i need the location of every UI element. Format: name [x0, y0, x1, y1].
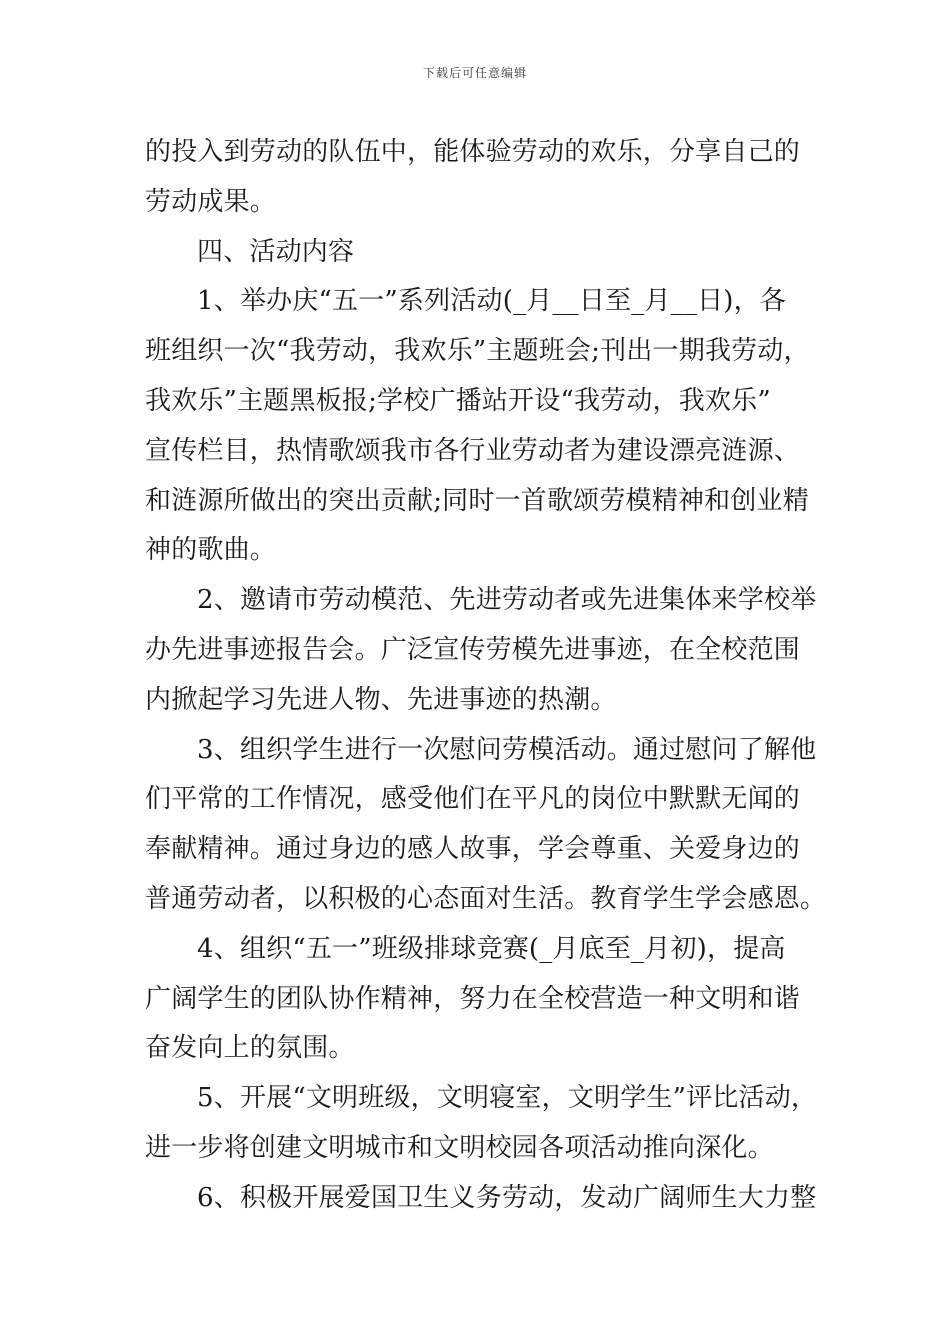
page-header: 下载后可任意编辑 — [422, 66, 527, 80]
text-line: 4、组织“五一”班级排球竞赛(_月底至_月初)，提高 — [197, 933, 786, 964]
text-line: 内掀起学习先进人物、先进事迹的热潮。 — [145, 684, 617, 715]
text-line: 的投入到劳动的队伍中，能体验劳动的欢乐，分享自己的 — [145, 137, 801, 167]
text-line: 宣传栏目，热情歌颂我市各行业劳动者为建设漂亮涟源、 — [145, 435, 801, 466]
text-line: 奋发向上的氛围。 — [145, 1033, 355, 1064]
text-line: 办先进事迹报告会。广泛宣传劳模先进事迹，在全校范围 — [145, 634, 801, 665]
text-line: 和涟源所做出的突出贡献;同时一首歌颂劳模精神和创业精 — [145, 485, 809, 516]
text-line: 普通劳动者，以积极的心态面对生活。教育学生学会感恩。 — [145, 883, 827, 914]
text-line: 我欢乐”主题黑板报;学校广播站开设“我劳动，我欢乐” — [145, 385, 771, 416]
text-line: 2、邀请市劳动模范、先进劳动者或先进集体来学校举 — [197, 585, 817, 616]
text-line: 劳动成果。 — [145, 186, 277, 217]
text-line: 1、举办庆“五一”系列活动(_月__日至_月__日)，各 — [197, 286, 787, 317]
text-line: 广阔学生的团队协作精神，努力在全校营造一种文明和谐 — [145, 983, 801, 1014]
text-line: 进一步将创建文明城市和文明校园各项活动推向深化。 — [145, 1132, 774, 1163]
text-line: 神的歌曲。 — [145, 535, 277, 566]
document-body — [145, 128, 827, 1224]
text-line: 们平常的工作情况，感受他们在平凡的岗位中默默无闻的 — [145, 784, 801, 815]
text-line: 班组织一次“我劳动，我欢乐”主题班会;刊出一期我劳动， — [145, 336, 810, 367]
text-line: 6、积极开展爱国卫生义务劳动，发动广阔师生大力整 — [197, 1182, 817, 1213]
text-line: 5、开展“文明班级，文明寝室，文明学生”评比活动， — [197, 1083, 818, 1114]
section-heading: 四、活动内容 — [197, 236, 355, 267]
text-line: 奉献精神。通过身边的感人故事，学会尊重、关爱身边的 — [145, 834, 801, 865]
text-line: 3、组织学生进行一次慰问劳模活动。通过慰问了解他 — [197, 734, 817, 765]
